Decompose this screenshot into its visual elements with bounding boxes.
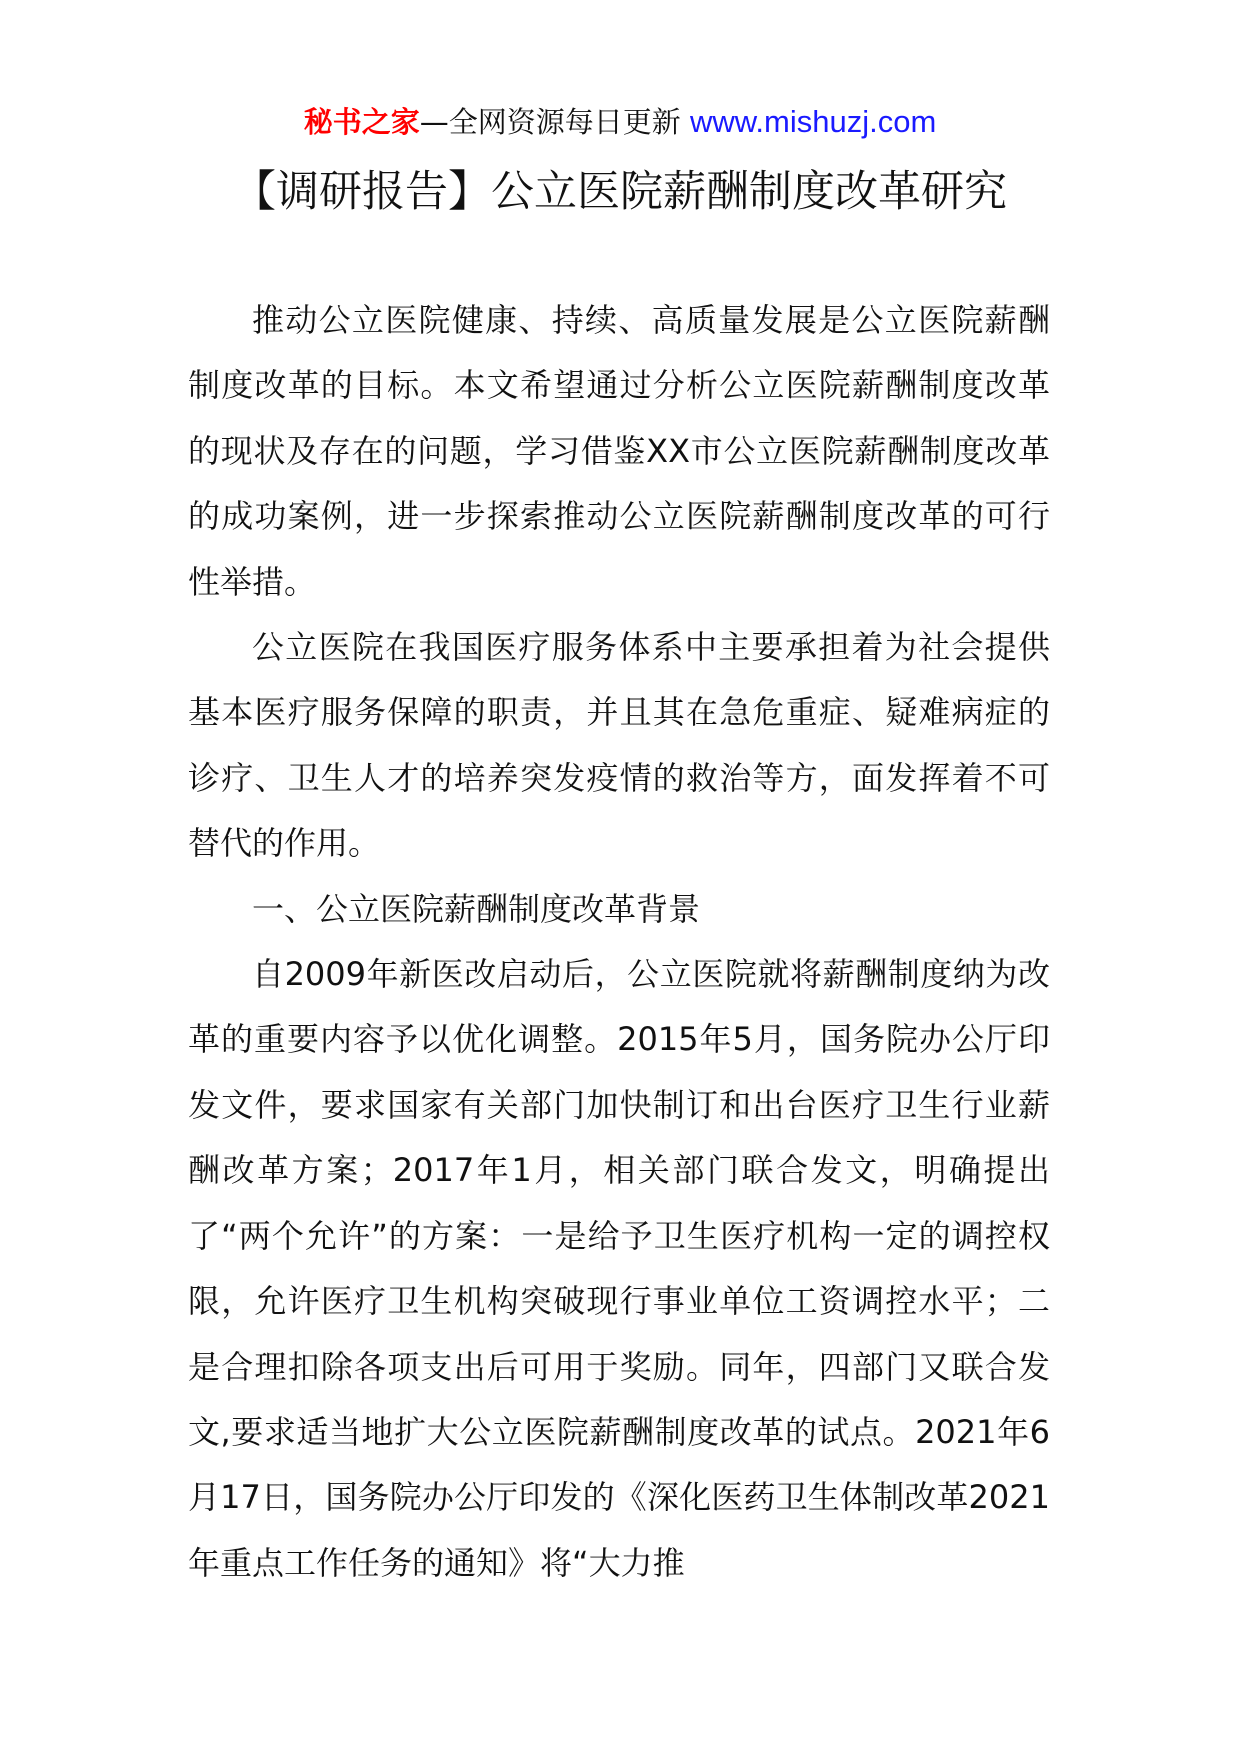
site-tagline: —全网资源每日更新 xyxy=(419,105,690,139)
section-heading: 一、公立医院薪酬制度改革背景 xyxy=(252,889,701,928)
document-body xyxy=(188,288,1050,1596)
paragraph-background: 自2009年新医改启动后，公立医院就将薪酬制度纳为改革的重要内容予以优化调整。2015年5月，国务院办公厅印发文件，要求国家有关部门加快制订和出台医疗卫生行业薪酬改革方案；2017年1月，相关部门联合发文，明确提出了“两个允许”的方案：一是给予卫生医疗机构一定的调控权限，允许医疗卫生机构突破现行事业单位工资调控水平；二是合理扣除各项支出后可用于奖励。同年，四部门又联合发文,要求适当地扩大公立医院薪酬制度改革的试点。2021年6月17日，国务院办公厅印发的《深化医药卫生体制改革2021年重点工作任务的通知》将“大力推 xyxy=(188,955,1050,1582)
site-header xyxy=(0,100,1240,144)
document-title: 【调研报告】公立医院薪酬制度改革研究 xyxy=(233,167,1007,217)
paragraph-intro: 推动公立医院健康、持续、高质量发展是公立医院薪酬制度改革的目标。本文希望通过分析公立医院薪酬制度改革的现状及存在的问题，学习借鉴XX市公立医院薪酬制度改革的成功案例，进一步探索推动公立医院薪酬制度改革的可行性举措。 xyxy=(188,301,1050,601)
paragraph-role: 公立医院在我国医疗服务体系中主要承担着为社会提供基本医疗服务保障的职责，并且其在急危重症、疑难病症的诊疗、卫生人才的培养突发疫情的救治等方，面发挥着不可替代的作用。 xyxy=(188,628,1050,863)
site-brand: 秘书之家 xyxy=(303,105,420,139)
site-url-link[interactable]: www.mishuzj.com xyxy=(689,104,937,139)
